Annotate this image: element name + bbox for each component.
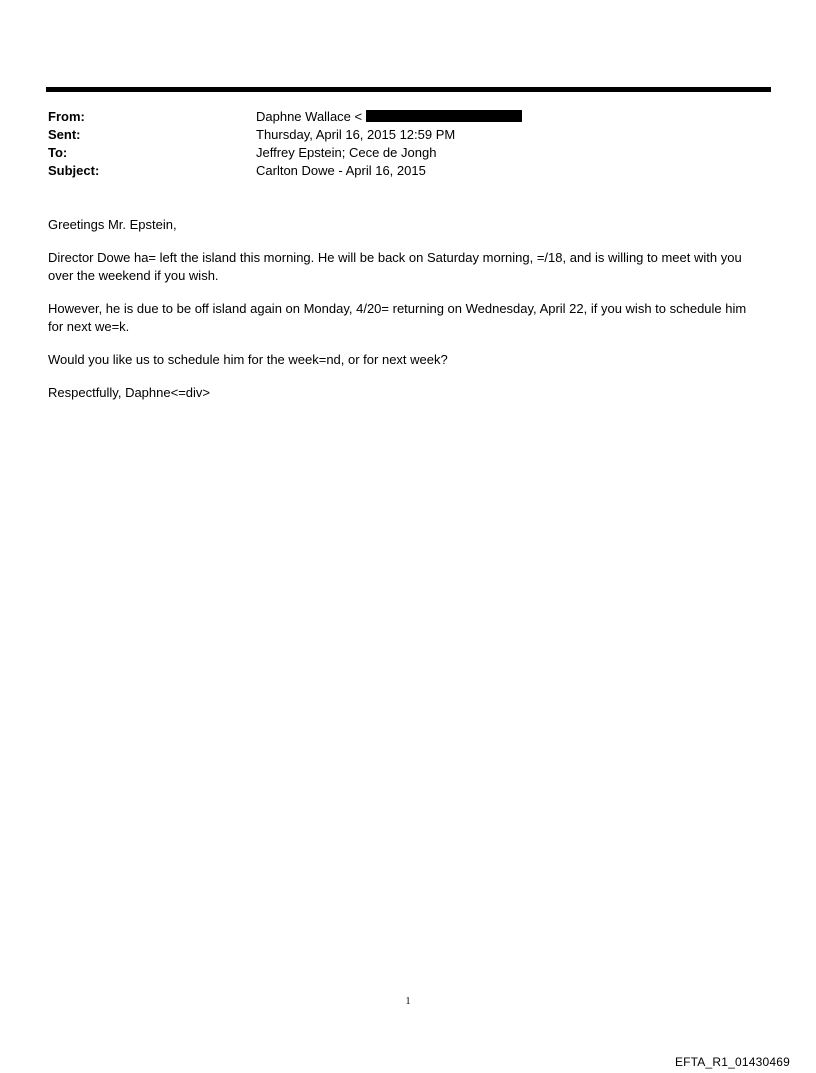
email-header (48, 108, 748, 180)
subject-row (48, 162, 748, 180)
signoff: Respectfully, Daphne<=div> (48, 385, 210, 400)
body-paragraph-1: Director Dowe ha= left the island this morning. He will be back on Saturday morning, =/18, and is willing to meet with you over the weekend if you wish. (48, 250, 742, 283)
to-row (48, 144, 748, 162)
body-paragraph-3: Would you like us to schedule him for the week=nd, or for next week? (48, 352, 448, 367)
from-label: From: (48, 109, 85, 124)
email-body (48, 216, 760, 417)
subject-label: Subject: (48, 163, 100, 178)
document-id: EFTA_R1_01430469 (674, 1055, 790, 1069)
from-row (48, 108, 748, 126)
to-label: To: (48, 145, 68, 160)
sent-label: Sent: (48, 127, 81, 142)
from-value (256, 108, 522, 126)
body-paragraph-2: However, he is due to be off island again on Monday, 4/20= returning on Wednesday, April 22, if you wish to schedule him for next we=k. (48, 301, 747, 334)
sender-name: Daphne Wallace < (256, 109, 363, 124)
greeting: Greetings Mr. Epstein, (48, 217, 177, 232)
redaction-bar (366, 110, 522, 122)
to-value: Jeffrey Epstein; Cece de Jongh (256, 145, 437, 160)
subject-value: Carlton Dowe - April 16, 2015 (256, 163, 426, 178)
sent-value: Thursday, April 16, 2015 12:59 PM (256, 127, 456, 142)
sent-row (48, 126, 748, 144)
page-number: 1 (405, 996, 411, 1007)
header-divider (46, 87, 771, 92)
